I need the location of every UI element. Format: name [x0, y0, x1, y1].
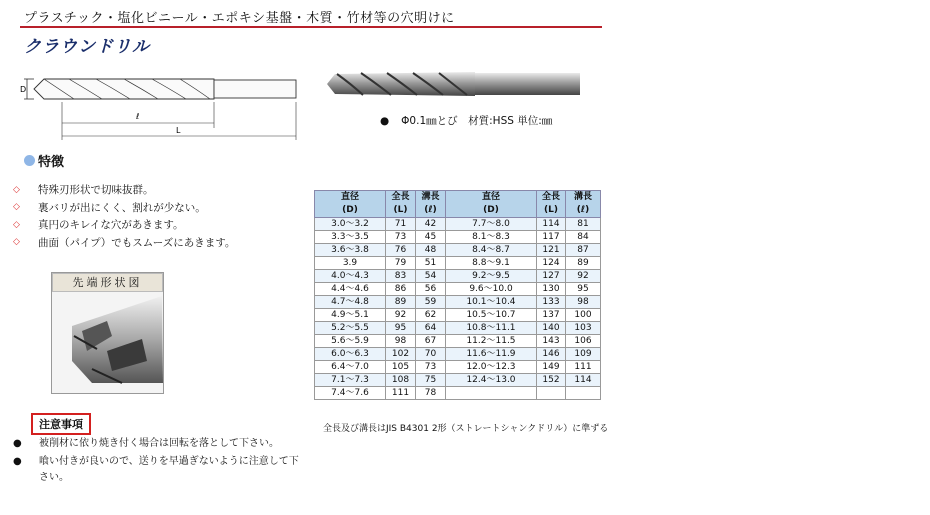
- table-cell: 8.4～8.7: [446, 244, 537, 257]
- feature-text: 曲面（パイプ）でもスムーズにあきます。: [38, 236, 236, 249]
- column-header: 直径 (D): [315, 191, 386, 218]
- label-d: D: [20, 85, 27, 94]
- features-list: [13, 181, 235, 251]
- table-row: [315, 244, 601, 257]
- features-heading-text: 特徴: [38, 155, 65, 170]
- table-cell: 137: [537, 309, 566, 322]
- table-cell: 9.6～10.0: [446, 283, 537, 296]
- column-header: 溝長 (ℓ): [416, 191, 446, 218]
- feature-text: 特殊刃形状で切味抜群。: [38, 184, 154, 197]
- table-cell: 98: [566, 296, 601, 309]
- table-cell: 7.7～8.0: [446, 218, 537, 231]
- bullet-icon: ●: [13, 456, 22, 467]
- table-row: [315, 322, 601, 335]
- table-footnote: 全長及び溝長はJIS B4301 2形（ストレートシャンクドリル）に準ずる: [323, 424, 609, 434]
- table-cell: 111: [386, 387, 416, 400]
- table-cell: 124: [537, 257, 566, 270]
- column-header: 直径 (D): [446, 191, 537, 218]
- label-flute-length: ℓ: [136, 112, 140, 121]
- table-cell: 98: [386, 335, 416, 348]
- table-cell: 108: [386, 374, 416, 387]
- table-cell: 42: [416, 218, 446, 231]
- table-cell: 109: [566, 348, 601, 361]
- drill-tip-illustration: [52, 291, 163, 393]
- table-cell: 81: [566, 218, 601, 231]
- heading-dot-icon: [24, 155, 35, 166]
- table-cell: 127: [537, 270, 566, 283]
- header-rule: [20, 26, 602, 28]
- table-cell: 4.4～4.6: [315, 283, 386, 296]
- column-header: 全長 (L): [386, 191, 416, 218]
- diamond-icon: ◇: [13, 202, 20, 213]
- table-cell: 87: [566, 244, 601, 257]
- table-cell: 7.1～7.3: [315, 374, 386, 387]
- table-cell: 59: [416, 296, 446, 309]
- table-cell: 117: [537, 231, 566, 244]
- caution-text: 喰い付きが良いので、送りを早過ぎないように注意して下さい。: [39, 456, 299, 483]
- table-cell: 3.0～3.2: [315, 218, 386, 231]
- table-cell: [446, 387, 537, 400]
- feature-text: 裏バリが出にくく、割れが少ない。: [38, 201, 206, 214]
- spec-text: Φ0.1㎜とび 材質:HSS 単位:㎜: [401, 115, 553, 127]
- table-cell: 4.9～5.1: [315, 309, 386, 322]
- table-cell: 103: [566, 322, 601, 335]
- table-cell: 92: [386, 309, 416, 322]
- caution-text: 被削材に依り焼き付く場合は回転を落として下さい。: [39, 438, 279, 449]
- table-cell: 70: [416, 348, 446, 361]
- caution-heading: 注意事項: [31, 413, 91, 435]
- table-cell: [537, 387, 566, 400]
- diamond-icon: ◇: [13, 219, 20, 230]
- spec-line: [380, 113, 552, 128]
- dimension-table: [314, 190, 601, 400]
- drill-dimension-diagram: [14, 58, 304, 150]
- table-cell: 121: [537, 244, 566, 257]
- table-row: [315, 257, 601, 270]
- tip-shape-label: 先端形状図: [52, 273, 163, 292]
- table-cell: 11.6～11.9: [446, 348, 537, 361]
- table-row: [315, 283, 601, 296]
- page-subtitle: プラスチック・塩化ビニール・エポキシ基盤・木質・竹材等の穴明けに: [24, 11, 455, 26]
- table-cell: 45: [416, 231, 446, 244]
- table-cell: 105: [386, 361, 416, 374]
- table-row: [315, 361, 601, 374]
- table-cell: 3.6～3.8: [315, 244, 386, 257]
- column-header: 全長 (L): [537, 191, 566, 218]
- drill-product-photo: [325, 68, 585, 100]
- table-cell: 54: [416, 270, 446, 283]
- table-cell: 6.4～7.0: [315, 361, 386, 374]
- diamond-icon: ◇: [13, 237, 20, 248]
- table-cell: 146: [537, 348, 566, 361]
- table-row: [315, 270, 601, 283]
- table-cell: 75: [416, 374, 446, 387]
- table-cell: 7.4～7.6: [315, 387, 386, 400]
- table-cell: 111: [566, 361, 601, 374]
- table-cell: 95: [566, 283, 601, 296]
- table-cell: 76: [386, 244, 416, 257]
- table-cell: 89: [566, 257, 601, 270]
- feature-text: 真円のキレイな穴があきます。: [38, 219, 184, 232]
- caution-item: [13, 436, 303, 452]
- table-cell: 8.8～9.1: [446, 257, 537, 270]
- table-cell: 12.0～12.3: [446, 361, 537, 374]
- table-cell: 100: [566, 309, 601, 322]
- table-cell: 5.2～5.5: [315, 322, 386, 335]
- table-cell: 4.0～4.3: [315, 270, 386, 283]
- table-cell: 3.3～3.5: [315, 231, 386, 244]
- table-cell: 12.4～13.0: [446, 374, 537, 387]
- label-overall-length: L: [176, 126, 181, 135]
- table-row: [315, 387, 601, 400]
- table-row: [315, 374, 601, 387]
- table-cell: 9.2～9.5: [446, 270, 537, 283]
- table-cell: 64: [416, 322, 446, 335]
- diamond-icon: ◇: [13, 184, 20, 195]
- product-title: クラウンドリル: [24, 37, 150, 57]
- caution-list: [13, 436, 303, 488]
- table-cell: 89: [386, 296, 416, 309]
- table-row: [315, 296, 601, 309]
- table-cell: 56: [416, 283, 446, 296]
- spec-bullet: ●: [380, 115, 390, 127]
- table-cell: 133: [537, 296, 566, 309]
- table-cell: 152: [537, 374, 566, 387]
- feature-item: [13, 181, 235, 199]
- table-cell: 102: [386, 348, 416, 361]
- table-cell: 10.1～10.4: [446, 296, 537, 309]
- table-cell: 6.0～6.3: [315, 348, 386, 361]
- feature-item: [13, 216, 235, 234]
- table-cell: 84: [566, 231, 601, 244]
- table-cell: 149: [537, 361, 566, 374]
- feature-item: [13, 234, 235, 252]
- table-cell: 4.7～4.8: [315, 296, 386, 309]
- table-cell: 95: [386, 322, 416, 335]
- table-row: [315, 309, 601, 322]
- table-cell: 143: [537, 335, 566, 348]
- table-cell: 8.1～8.3: [446, 231, 537, 244]
- column-header: 溝長 (ℓ): [566, 191, 601, 218]
- table-cell: 10.5～10.7: [446, 309, 537, 322]
- table-cell: 10.8～11.1: [446, 322, 537, 335]
- table-cell: [566, 387, 601, 400]
- table-cell: 92: [566, 270, 601, 283]
- table-cell: 73: [416, 361, 446, 374]
- table-cell: 51: [416, 257, 446, 270]
- table-cell: 140: [537, 322, 566, 335]
- table-cell: 67: [416, 335, 446, 348]
- table-cell: 130: [537, 283, 566, 296]
- table-cell: 62: [416, 309, 446, 322]
- table-cell: 83: [386, 270, 416, 283]
- table-cell: 73: [386, 231, 416, 244]
- tip-shape-figure: [51, 272, 164, 394]
- table-cell: 11.2～11.5: [446, 335, 537, 348]
- table-cell: 71: [386, 218, 416, 231]
- table-cell: 48: [416, 244, 446, 257]
- table-row: [315, 218, 601, 231]
- feature-item: [13, 199, 235, 217]
- table-row: [315, 348, 601, 361]
- table-cell: 78: [416, 387, 446, 400]
- features-heading: [24, 151, 64, 170]
- table-cell: 114: [537, 218, 566, 231]
- table-cell: 86: [386, 283, 416, 296]
- table-header-row: [315, 191, 601, 218]
- table-cell: 79: [386, 257, 416, 270]
- table-cell: 5.6～5.9: [315, 335, 386, 348]
- caution-item: [13, 454, 303, 486]
- table-cell: 114: [566, 374, 601, 387]
- table-cell: 106: [566, 335, 601, 348]
- table-cell: 3.9: [315, 257, 386, 270]
- table-row: [315, 335, 601, 348]
- bullet-icon: ●: [13, 438, 22, 449]
- table-row: [315, 231, 601, 244]
